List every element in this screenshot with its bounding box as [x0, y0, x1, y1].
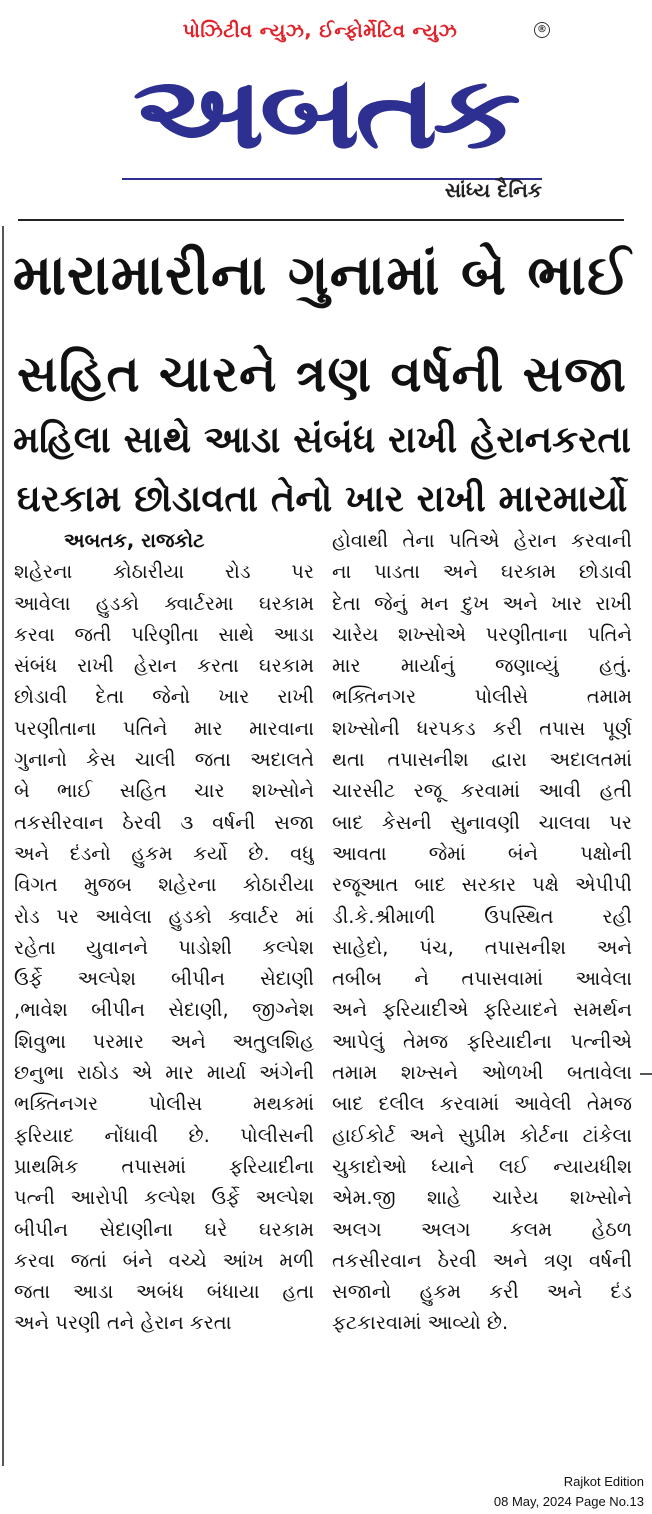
article-text-line: બાદ દલીલ કરવામાં આવેલી તેમજ — [332, 1092, 632, 1116]
article-text-line: કરવા જતી પરિણીતા સાથે આડા — [14, 622, 314, 646]
column-border-left — [2, 226, 4, 1466]
subheadline-line-1: મહિલા સાથે આડા સંબંધ રાખી હેરાનકરતા — [12, 418, 632, 461]
edge-mark — [640, 1073, 652, 1075]
article-text-line: હાઈકોર્ટ અને સુપ્રીમ કોર્ટના ટાંકેલા — [332, 1123, 632, 1147]
article-text-line: આપેલું તેમજ ફરિયાદીના પત્નીએ — [332, 1029, 632, 1053]
article-text-line: વિગત મુજબ શહેરના કોઠારીયા — [14, 873, 314, 897]
article-text-line: કરવા જતાં બંને વચ્ચે આંખ મળી — [14, 1248, 314, 1272]
article-text-line: રોડ પર આવેલા હુડકો ક્વાર્ટર માં — [14, 904, 314, 928]
article-column-left — [14, 525, 314, 1339]
article-text-line: બીપીન સેદાણીના ઘરે ઘરકામ — [14, 1217, 314, 1241]
article-text-line: ના પાડતા અને ઘરકામ છોડાવી — [332, 560, 632, 584]
article-text-line: ભક્તિનગર પોલીસ મથકમાં — [14, 1092, 314, 1116]
article-text-line: અને પરણી તને હેરાન કરતા — [14, 1311, 232, 1335]
article-text-line: બાદ કેસની સુનાવણી ચાલવા પર — [332, 810, 632, 834]
article-text-line: પ્રાથમિક તપાસમાં ફરિયાદીના — [14, 1154, 314, 1178]
article-text-line: થતા તપાસનીશ દ્વારા અદાલતમાં — [332, 748, 632, 772]
article-column-right — [332, 525, 632, 1339]
article-text-line: ,ભાવેશ બીપીન સેદાણી, જીગ્નેશ — [14, 998, 314, 1022]
headline-line-2: સહિત ચારને ત્રણ વર્ષની સજા — [17, 345, 627, 403]
article-text-line: ઉર્ફે અલ્પેશ બીપીન સેદાણી — [14, 967, 314, 991]
article-text-line: અને ફરિયાદીએ ફરિયાદને સમર્થન — [332, 998, 632, 1022]
article-text-line: આવેલા હુડકો ક્વાર્ટરમા ઘરકામ — [14, 591, 314, 615]
article-text-line: છનુભા રાઠોડ એ માર માર્યા અંગેની — [14, 1061, 314, 1085]
article-text-line: એમ.જી શાહે ચારેય શખ્સોને — [332, 1186, 632, 1210]
article-text-line: તકસીરવાન ઠેરવી અને ત્રણ વર્ષની — [332, 1248, 632, 1272]
article-text-line: સંબંધ રાખી હેરાન કરતા ઘરકામ — [14, 654, 314, 678]
masthead-tagline: પોઝિટીવ ન્યુઝ, ઈન્ફોર્મેટિવ ન્યુઝ — [182, 20, 458, 42]
article-text-line: અલગ અલગ કલમ હેઠળ — [332, 1217, 632, 1241]
article-text-line: ચારેય શખ્સોએ પરણીતાના પતિને — [332, 622, 632, 646]
edition-info — [494, 1472, 644, 1512]
article-text-line: શખ્સોની ધરપકડ કરી તપાસ પૂર્ણ — [332, 716, 632, 740]
article-text-line: ફટકારવામાં આવ્યો છે. — [332, 1311, 509, 1335]
article-text-line: ગુનાનો કેસ ચાલી જતા અદાલતે — [14, 748, 314, 772]
article-text-line: પરણીતાના પતિને માર મારવાના — [14, 716, 314, 740]
article-text-line: માર માર્યાનું જણાવ્યું હતું. — [332, 654, 632, 678]
edition-name: Rajkot Edition — [563, 1474, 644, 1489]
registered-mark-icon: ® — [534, 22, 550, 38]
article-text-line: ડી.કે.શ્રીમાળી ઉપસ્થિત રહી — [332, 904, 632, 928]
article-text-line: છોડાવી દેતા જેનો ખાર રાખી — [14, 685, 314, 709]
article-text-line: ચુકાદોઓ ધ્યાને લઈ ન્યાયધીશ — [332, 1154, 632, 1178]
article-text-line: શિવુભા પરમાર અને અતુલશિહ — [14, 1029, 314, 1053]
article-text-line: સાહેદો, પંચ, તપાસનીશ અને — [332, 935, 632, 959]
article-text-line: બે ભાઈ સહિત ચાર શખ્સોને — [14, 779, 314, 803]
article-text-line: આવતા જેમાં બંને પક્ષોની — [332, 841, 632, 865]
article-text-line: હોવાથી તેના પતિએ હેરાન કરવાની — [332, 529, 632, 552]
masthead-subtitle: સાંધ્ય દૈનિક — [444, 178, 542, 202]
header-divider — [18, 219, 624, 221]
article-text-line: તકસીરવાન ઠેરવી ૩ વર્ષની સજા — [14, 810, 314, 834]
headline-line-1: મારામારીના ગુનામાં બે ભાઈ — [12, 243, 632, 308]
article-text-line: દેતા જેનું મન દુખ અને ખાર રાખી — [332, 591, 632, 615]
article-text-line: ભક્તિનગર પોલીસે તમામ — [332, 685, 632, 709]
masthead — [100, 18, 550, 208]
logo-text: અબતક — [132, 54, 516, 171]
article-text-line: જતા આડા અબંધ બંધાયા હતા — [14, 1280, 314, 1304]
article-text-line: રહેતા યુવાનને પાડોશી કલ્પેશ — [14, 935, 314, 959]
article-text-line: શહેરના કોઠારીયા રોડ પર — [14, 560, 314, 584]
dateline: અબતક, રાજકોટ — [64, 529, 205, 552]
article-text-line: ચારસીટ રજૂ કરવામાં આવી હતી — [332, 779, 632, 803]
article-text-line: તમામ શખ્સને ઓળખી બતાવેલા — [332, 1061, 632, 1085]
article-text-line: અને દંડનો હુકમ કર્યો છે. વધુ — [14, 841, 314, 865]
article-text-line: પત્ની આરોપી કલ્પેશ ઉર્ફે અલ્પેશ — [14, 1186, 314, 1210]
newspaper-logo — [100, 54, 548, 172]
article-text-line: સજાનો હુકમ કરી અને દંડ — [332, 1280, 632, 1304]
edition-date-page: 08 May, 2024 Page No.13 — [493, 1494, 644, 1509]
subheadline-line-2: ઘરકામ છોડાવતા તેનો ખાર રાખી મારમાર્યો — [16, 477, 628, 520]
article-text-line: તબીબ ને તપાસવામાં આવેલા — [332, 967, 632, 991]
article-text-line: રજૂઆત બાદ સરકાર પક્ષે એપીપી — [332, 873, 632, 897]
article-text-line: ફરિયાદ નોંધાવી છે. પોલીસની — [14, 1123, 314, 1147]
